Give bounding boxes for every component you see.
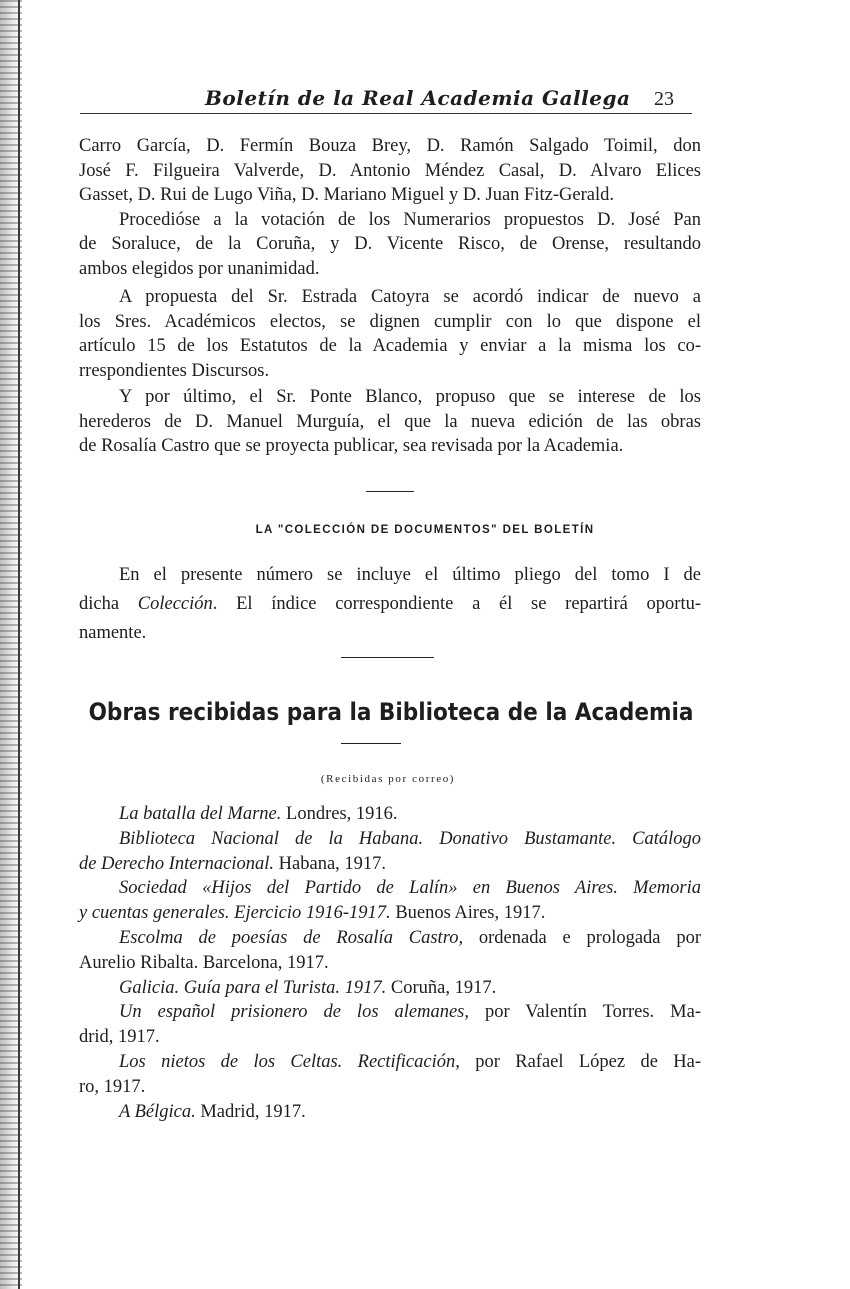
page-number: 23 [654,88,674,110]
book-entry: A Bélgica. Madrid, 1917. [119,1101,306,1122]
book-entry-continued: ro, 1917. [79,1076,146,1097]
italic-title: Colección [137,594,213,614]
book-list [79,802,701,1124]
paragraph-coleccion [79,561,701,648]
book-entry: La batalla del Marne. Londres, 1916. [119,804,398,824]
text-line: Carro García, D. Fermín Bouza Brey, D. Ramón Salgado Toimil, don [79,136,701,156]
section-heading-coleccion: LA "COLECCIÓN DE DOCUMENTOS" DEL BOLETÍN [255,524,595,536]
page-header [80,84,692,116]
header-rule [80,113,692,114]
paragraph-votacion [79,208,701,282]
text-line: José F. Filgueira Valverde, D. Antonio Méndez Casal, D. Alvaro Elices [79,160,701,181]
running-title: Boletín de la Real Academia Gallega [205,86,631,110]
book-entry: Biblioteca Nacional de la Habana. Donativo Bustamante. Catálogo [119,828,701,849]
text-line: A propuesta del Sr. Estrada Catoyra se acordó indicar de nuevo a [119,287,701,307]
text-line: ambos elegidos por unanimidad. [79,258,320,279]
text-line: los Sres. Académicos electos, se dignen cumplir con lo que dispone el [79,311,701,332]
paragraph-ponte-blanco [79,385,701,459]
section-divider [341,657,434,658]
text-line: artículo 15 de los Estatutos de la Academia y enviar a la misma los co- [79,336,701,356]
book-entry-continued: de Derecho Internacional. Habana, 1917. [79,853,387,874]
book-entry-continued: y cuentas generales. Ejercicio 1916-1917. Buenos Aires, 1917. [79,903,546,924]
text-line: En el presente número se incluye el último pliego del tomo I de [119,565,701,585]
text-line: Procedióse a la votación de los Numerarios propuestos D. José Pan [119,209,701,230]
paragraph-attendees [79,134,701,208]
text-line: dicha Colección. El índice correspondiente a él se repartirá oportu- [79,594,701,614]
book-entry: Galicia. Guía para el Turista. 1917. Coruña, 1917. [119,977,497,998]
text-line: herederos de D. Manuel Murguía, el que la nueva edición de las obras [79,411,701,432]
book-entry: Sociedad «Hijos del Partido de Lalín» en Buenos Aires. Memoria [119,878,701,899]
paragraph-propuesta [79,285,701,383]
text-line: Gasset, D. Rui de Lugo Viña, D. Mariano Miguel y D. Juan Fitz-Gerald. [79,185,614,205]
book-entry: Un español prisionero de los alemanes, por Valentín Torres. Ma- [119,1002,701,1023]
book-entry: Los nietos de los Celtas. Rectificación, por Rafael López de Ha- [119,1051,701,1072]
title-underline [341,743,401,744]
text-line: de Rosalía Castro que se proyecta publicar, sea revisada por la Academia. [79,436,624,456]
book-entry-continued: Aurelio Ribalta. Barcelona, 1917. [79,952,329,973]
text-line: Y por último, el Sr. Ponte Blanco, propuso que se interese de los [119,387,701,407]
section-title-obras: Obras recibidas para la Biblioteca de la Academia [88,698,694,726]
book-entry-continued: drid, 1917. [79,1027,160,1048]
subtitle-recibidas: (Recibidas por correo) [320,773,456,785]
text-line: de Soraluce, de la Coruña, y D. Vicente Risco, de Orense, resultando [79,234,701,254]
book-entry: Escolma de poesías de Rosalía Castro, ordenada e prologada por [119,927,701,948]
text-line: namente. [79,623,147,643]
scan-edge-line [18,0,20,1289]
section-divider [366,491,414,492]
text-line: rrespondientes Discursos. [79,360,270,381]
